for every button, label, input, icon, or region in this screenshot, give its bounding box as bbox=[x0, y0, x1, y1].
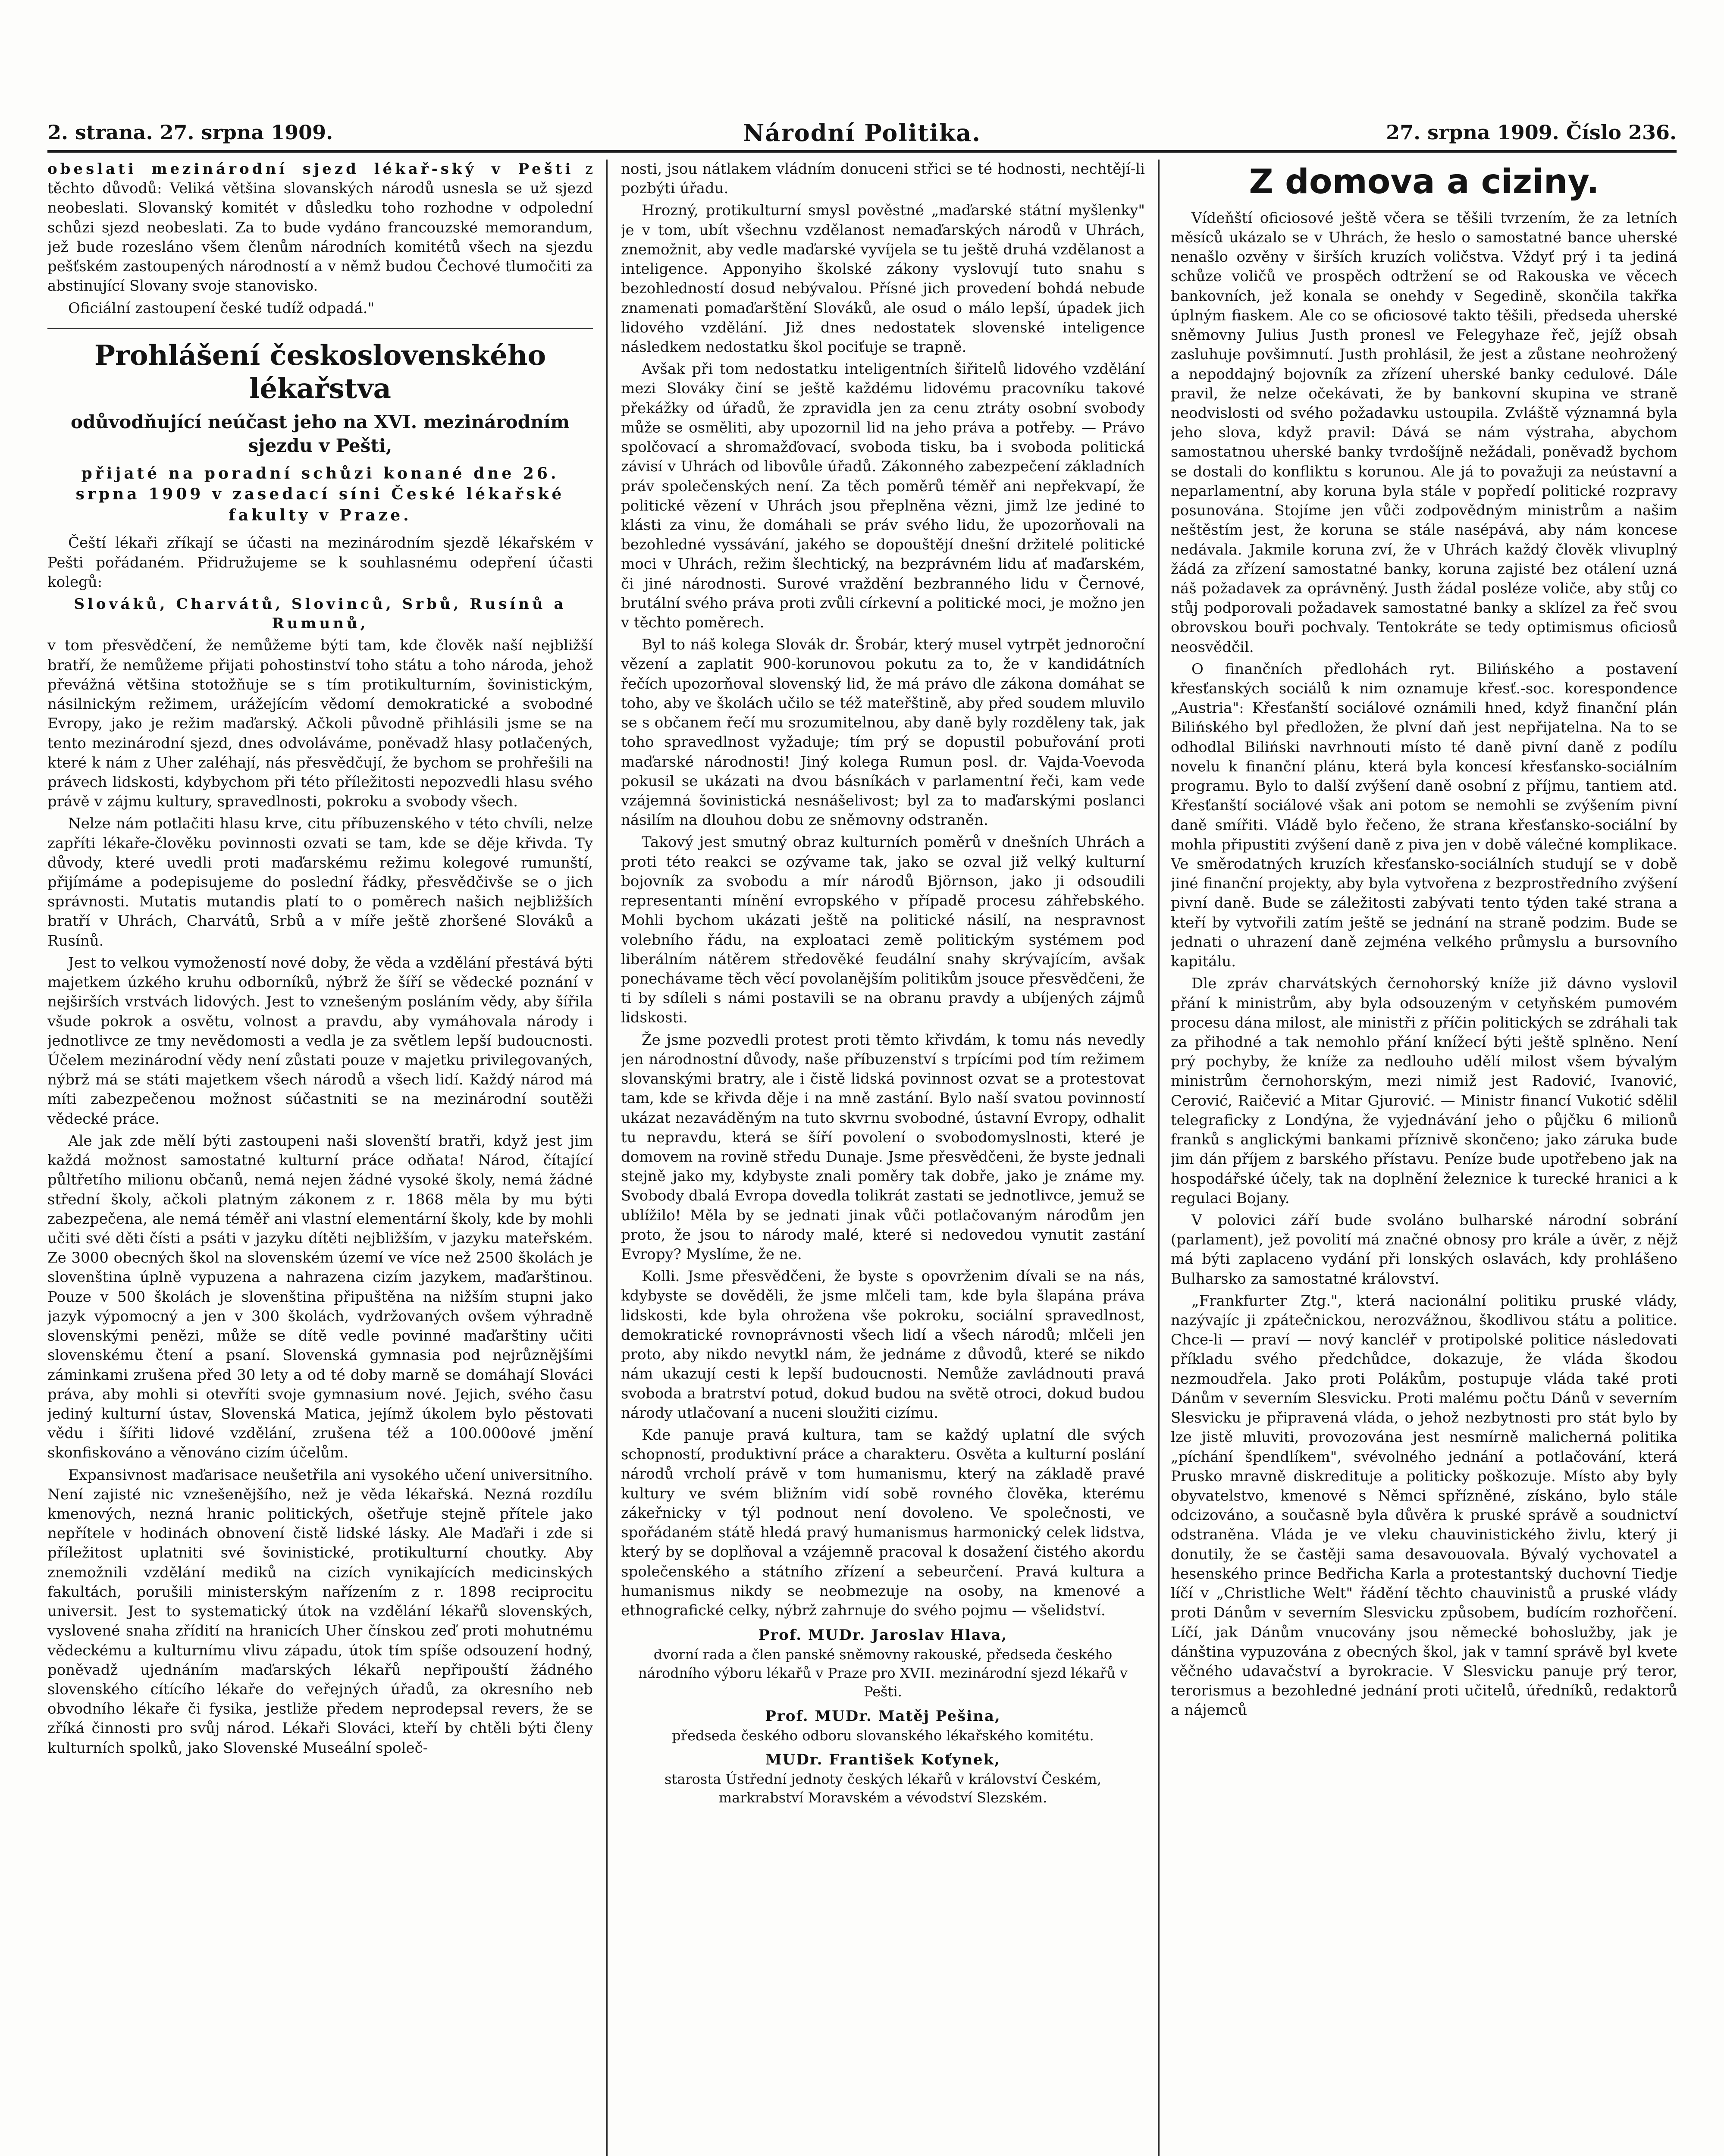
paragraph: Že jsme pozvedli protest proti těmto křivdám, k tomu nás nevedly jen národnostní důvody, naše příbuzenství s trpícími pod tím režimem slovanskými bratry, ale i čistě lidská povinnost ozvat se a protestovat tam, kde se křivda děje i na mně zastání. Bylo naší svatou povinností ukázat nezaváděným na tuto skvrnu svobodné, ústavní Evropy, odhalit tu nepravdu, která se šíří povolení o svobodomyslnosti, které je domovem na rovině středu Dunaje. Jsme přesvědčeni, že byste jednali stejně jako my, kdybyste znali poměry tak dobře, jako je známe my. Svobody dbalá Evropa dovedla tolikrát zastati se jednotlivce, jemuž se ublížilo! Měla by se jednati jinak vůči potlačovaným národům jen proto, že jsou to národy malé, které si nedovedou vynutit zastání Evropy? Myslíme, že ne. bbox=[621, 1031, 1145, 1263]
paragraph: nosti, jsou nátlakem vládním donuceni střici se té hodnosti, nechtějí-li pozbýti úřadu. bbox=[621, 160, 1145, 197]
column-3 bbox=[1171, 160, 1677, 2156]
masthead-issue: 27. srpna 1909. Číslo 236. bbox=[1386, 121, 1677, 144]
article-continuation bbox=[47, 160, 593, 296]
paragraph: V polovici září bude svoláno bulharské národní sobrání (parlament), jež povolití má značné obnosy pro krále a úvěr, z nějž má býti zaplaceno vydání při lonských oslavách, kdy prohlášeno Bulharsko za samostatné království. bbox=[1171, 1211, 1677, 1288]
paragraph-text: z těchto důvodů: Veliká většina slovanských národů usnesla se už sjezd neobeslati. Slovanský komitét v důsledku toho rozhodne v odpolední schůzi sjezd neobeslati. Za to bude vydáno francouzské memorandum, jež bude rozesláno všem členům národních komitétů všech na sjezdu pešťském zastoupených národností a v němž budou Čechové tlumočiti za abstinující Slovany svoje stanovisko. bbox=[47, 160, 593, 295]
paragraph: Dle zpráv charvátských černohorský kníže již dávno vyslovil přání k ministrům, aby byla odsouzeným v cetyňském pumovém procesu dána milost, ale ministři z příčin politických se zdráhali tak za přihodné a tak nemohlo přání knížecí býti ještě splněno. Není prý pochyby, že kníže za nedlouho udělí milost všem bývalým ministrům černohorským, mezi nimiž jest Radović, Ivanović, Cerović, Raičević a Mitar Gjurović. — Ministr financí Vukotić sdělil telegraficky z Londýna, že vyjednávání jeho o půjčku 6 milionů franků s anglickými bankami příznivě skončeno; jako záruka bude jim dán příjem z barského přístavu. Peníze bude upotřebeno jak na hospodářské účely, tak na doplnění železnice k turecké hranici a k regulaci Bojany. bbox=[1171, 975, 1677, 1207]
article-heading: Prohlášení československého lékařstva bbox=[94, 339, 546, 405]
paragraph: Kolli. Jsme přesvědčeni, že byste s opovrženim dívali se na nás, kdybyste se dověděli, že jsme mlčeli tam, kde byla šlapána práva lidskosti, kde byla ohrožena vše pokroku, sociální spravedlnost, demokratické rovnoprávnosti všech lidí a všech národů; mlčeli jen proto, aby nikdo nevytkl nám, že jednáme z důvodů, které se nikdo nám ukazují cesti k lepší budoucnosti. Nemůže zavládnouti pravá svoboda a bratrství potud, dokud budou na světě otroci, dokud budou národy utlačovaní a nuceni sloužiti cizímu. bbox=[621, 1268, 1145, 1422]
signatory-role: dvorní rada a člen panské sněmovny rakouské, předseda českého národního výboru lékařů v Praze pro XVII. mezinárodní sjezd lékařů v Pešti. bbox=[638, 1646, 1128, 1700]
article-subheading: odůvodňující neúčast jeho na XVI. mezinárodním sjezdu v Pešti, bbox=[70, 411, 570, 456]
article-subheading-date: přijaté na poradní schůzi konané dne 26. srpna 1909 v zasedací síni České lékařské fakulty v Praze. bbox=[75, 464, 565, 524]
signatory-role: starosta Ústřední jednoty českých lékařů v království Českém, markrabství Moravském a vévodství Slezském. bbox=[665, 1771, 1101, 1806]
paragraph: O finančních předlohách ryt. Bilińského a postavení křesťanských sociálů k nim oznamuje křesť.-soc. korespondence „Austria": Křesťanští sociálové oznámili hned, když finanční plán Bilińského byl předložen, že plvní daň jest nepřijatelna. Na to se odhodlal Biliński navrhnouti místo té daně pivní daně z podílu novelu k finanční plánu, která byla koncesí křesťansko-sociálním programu. Bylo to další zvýšení daně osobní z příjmu, tantiem atd. Křesťanští sociálové však ani potom se nemohli se zvýšením pivní daně smířiti. Vládě bylo řečeno, že strana křesťansko-sociální by mohla připustiti zvýšení daně z piva jen v době válečné komplikace. Ve směrodatných kruzích křesťansko-sociálních studují se v době jiné finanční projekty, aby byla vytvořena z bezprostředního zvýšení pivní daně. Bude se záležitosti zabývati tento týden také strana a kteří by vytvořili zatím ještě se jednání na straně podzim. Bude se jednati o uhrazení daně zejména velkého průmyslu a bursovního kapitálu. bbox=[1171, 660, 1677, 971]
masthead-title: Národní Politika. bbox=[743, 119, 981, 147]
paragraph: Hrozný, protikulturní smysl pověstné „maďarské státní myšlenky" je v tom, ubít všechnu vzdělanost nemaďarských národů v Uhrách, znemožnit, aby vedle maďarské vyvíjela se tu ještě druhá vzdělanost a inteligence. Apponyiho školské zákony vyslovují tuto snahu s bezohledností dosud nebývalou. Přísné jich provedení bohdá nebude znamenati pomaďarštění Slováků, ale osud o málo lepší, úpadek jich lidového vzdělání. Již dnes nedostatek slovenské inteligence následkem nedostatku škol pociťuje se trapně. bbox=[621, 202, 1145, 356]
paragraph: v tom přesvědčení, že nemůžeme býti tam, kde člověk naší nejbližší bratří, že nemůžeme přijati pohostinství toho státu a toho národa, jehož převážná většina stotožňuje se s tím protikulturním, šovinistickým, násilnickým režimem, urážejícím vědomí demokratické a svobodné Evropy, jako je režim maďarský. Ačkoli původně přihlásili jsme se na tento mezinárodní sjezd, dnes odvoláváme, poněvadž hlasy potlačených, které k nám z Uher zaléhají, nás přesvědčují, že bychom se prohřešili na právech lidskosti, kdybychom při této příležitosti nepozvedli hlasu svého právě v zájmu kultury, spravedlnosti, pokroku a svobody všech. bbox=[47, 637, 593, 811]
paragraph: Čeští lékaři zříkají se účasti na mezinárodním sjezdě lékařském v Pešti pořádaném. Přidružujeme se k souhlasnému odepření účasti kolegů: bbox=[47, 534, 593, 591]
nations-list: Slováků, Charvátů, Slovinců, Srbů, Rusínů a Rumunů, bbox=[74, 595, 567, 633]
paragraph: Expansivnost maďarisace neušetřila ani vysokého učení universitního. Není zajisté nic vznešenějšího, než je věda lékařská. Nezná rozdílu kmenových, nezná hranic politických, ošetřuje stejně přítele jako nepřítele v hodinách obnovení čistě lidské lásky. Ale Maďaři i zde si příležitost uplatniti své šovinistické, protikulturní choutky. Aby znemožnili vzdělání mediků na cizích vynikajících medicinských fakultách, porušili ministerským nařízením z r. 1898 reciprocitu universit. Jest to systematický útok na vzdělání lékařů slovenských, vyslovené snaha zřídití na hranicích Uher čínskou zeď proti mohutnému vědeckému a kulturnímu vlivu západu, útok tím spíše odsouzení hodný, poněvadž ujednáním maďarských lékařů nepřipouští žádného slovenského cítícího lékaře do veřejných úřadů, za okresního neb obvodního lékaře či fysika, jestliže předem neprodepsal revers, že se zříká činnosti pro svůj národ. Lékaři Slováci, kteří by chtěli býti členy kulturních spolků, jako Slovenské Museální společ- bbox=[47, 1466, 593, 1757]
column-divider bbox=[1158, 160, 1160, 2156]
paragraph: Jest to velkou vymožeností nové doby, že věda a vzdělání přestává býti majetkem úzkého kruhu odborníků, nýbrž že šíří se vědecké poznání v nejširších vrstvách lidových. Jest to vznešeným posláním vědy, aby šířila všude pokrok a osvětu, volnost a pravdu, aby vymáhovala národy i jednotlivce ze tmy nevědomosti a vedla je za světlem lepší budoucnosti. Účelem mezinárodní vědy není zůstati pouze v majetku privilegovaných, nýbrž má se státi majetkem všech národů a všech lidí. Každý národ má míti zabezpečenou možnost súčastniti se na mezinárodní soutěži vědecké práce. bbox=[47, 954, 593, 1128]
paragraph: Ale jak zde mělí býti zastoupeni naši slovenští bratři, když jest jim každá možnost samostatné kulturní práce odňata! Národ, čítající půltřetího milionu občanů, nemá nejen žádné vysoké školy, nemá žádné střední školy, ačkoli platným zákonem z r. 1868 měla by mu býti zabezpečena, ale nemá téměř ani vlastní elementární školy, kde by mohli učiti své děti čísti a psáti v jazyku dítěti nejbližším, v jazyku mateřském. Ze 3000 obecných škol na slovenském území ve více než 2500 školách je slovenština úplně vypuzena a nahrazena cizím jazykem, maďarštinou. Pouze v 500 školách je slovenština připuštěna na nižším stupni jako jazyk výpomocný a jen v 300 školách, vydržovaných ovšem výhradně slovenskými penězi, může se dítě vedle povinné maďarštiny učiti slovenskému čtení a psaní. Slovenská gymnasia pod nejrůznějšími záminkami zrušena před 30 lety a od té doby marně se domáhají Slováci práva, aby mohli si otevříti svoje gymnasium nové. Jejich, svého času jediný kulturní ústav, Slovenská Matica, jejímž úkolem bylo pěstovati vědu i šířiti lidové vzdělání, zrušena též a 100.000ové jmění skonfiskováno a věnováno cizím účelům. bbox=[47, 1132, 593, 1462]
paragraph: Vídeňští oficiosové ještě včera se těšili tvrzením, že za letních měsíců ukázalo se v Uhrách, že heslo o samostatné bance uherské nenašlo ozvěny v širších kruzích voličstva. Vždyť prý i ta jediná schůze voličů ve prospěch odtržení se od Rakouska ve věcech bankovních, jež konala se onehdy v Segedině, skončila takřka úplným fiaskem. Ale co se oficiosové takto těšili, předseda uherské sněmovny Julius Justh pronesl ve Felegyhaze řeč, jejíž obsah zasluhuje povšimnutí. Justh prohlásil, že jest a zůstane neohrožený a nepoddajný bojovník za zřízení uherské banky cedulové. Dále pravil, že nelze očekávati, že by bankovní skupina ve straně neodvislosti od svého požadavku ustoupila. Zvláště významná byla jeho slova, když pravil: Dává se nám výstraha, abychom samostatnou uherské banky tvrdošíjně nežádali, poněvadž bychom se dostali do konfliktu s korunou. Ale já to považuji za neústavní a neparlamentní, aby koruna byla stále v popředí politické rozpravy posunována. Stojíme jen vůči zodpovědným ministrům a našim neštěstím jest, že koruna se stále nasépává, aby nám koncese nedávala. Jakmile koruna zví, že v Uhrách každý člověk vlivuplný žádá za zřízení samostatné banky, koruna zajisté bez otálení uzná náš požadavek za oprávněný. Justh žádal posléze voliče, aby stůj co stůj podporovali požadavek samostatné banky a sklízel za řeč svou obrovskou bouři pochvaly. Tentokráte se tedy optimismus oficiosů neosvědčil. bbox=[1171, 209, 1677, 656]
paragraph: Kde panuje pravá kultura, tam se každý uplatní dle svých schopností, produktivní práce a charakteru. Osvěta a kulturní poslání národů vrcholí právě v tom humanismu, který na základě pravé kultury ve svém bližním vidí sobě rovného člověka, kterému zákeřnicky v týl podnout není dovoleno. Ve společnosti, ve spořádaném státě hledá pravý humanismus harmonický celek lidstva, který by se doplňoval a vzájemně pracoval k dosažení čistého akordu společenského a státního zřízení a sebeurčení. Pravá kultura a humanismus nikdy se neobmezuje na osoby, na kmenové a ethnografické celky, nýbrž zahrnuje do svého pojmu — všelidství. bbox=[621, 1426, 1145, 1619]
signatory-role: předseda českého odboru slovanského lékařského komitétu. bbox=[672, 1727, 1094, 1744]
paragraph: „Frankfurter Ztg.", která nacionální politiku pruské vlády, nazývajíc ji zpátečnickou, nerozvážnou, škodlivou státu a politice. Chce-li — praví — nový kancléř v protipolské politice následovati příkladu svého předchůdce, dokazuje, že vláda škodou nezmoudřela. Jako proti Polákům, postupuje vláda také proti Dánům v severním Slesvicku. Proti malému počtu Dánů v severním Slesvicku je připravená vláda, o jehož nezbytnosti pro stát bylo by lze jistě mluviti, provozována jest nesmírně malicherná politika „píchání špendlíkem", svévolného jednání a potlačování, která Prusko mravně diskredituje a politicky poškozuje. Místo aby byly obyvatelstvo, kmenové s Němci spřízněné, získáno, bylo stále odcizováno, a současně byla důvěra k pruské správě a soudnictví odstraněna. Vláda je ve vleku chauvinistického živlu, který ji donutily, že se častěji sama desavouovala. Bývalý vychovatel a hesenského prince Bedřicha Karla a protestantský duchovní Tiedje líčí v „Christliche Welt" řádění těchto chauvinistů a pruské vlády proti Dánům v severním Slesvicku způsobem, budícím rozhořčení. Líčí, jak Dánům vnucovány jsou německé bohoslužby, jak je dánština vypuzována z obecných škol, jak v tamní správě byl kvete věčného udavačství a byrokracie. V Slesvicku panuje prý teror, terorismus a bezohledné jednání proti učitelů, úředníků, redaktorů a nájemců bbox=[1171, 1292, 1677, 1719]
column-divider bbox=[606, 160, 608, 2156]
paragraph: Avšak při tom nedostatku inteligentních šiřitelů lidového vzdělání mezi Slováky činí se ještě každému lidovému pracovníku takové překážky od úřadů, že zpravidla jen za cenu ztráty osobní svobody může se osměliti, aby upozornil lid na jeho práva a potřeby. — Právo spolčovací a shromažďovací, svoboda tisku, ba i svoboda politická závisí v Uhrách od libovůle úřadů. Zákonného zabezpečení základních práv společenských není. Za těch poměrů téměř ani nepřekvapí, že politické vězení v Uhrách jsou přeplněna vězni, jimž lze jediné to klásti za vinu, že domáhali se práv svého lidu, že upozorňovali na bezohledné vyssávání, jakého se dopouštějí dnešní držitelé politické moci v Uhrách, režim šlechtický, na bezprávném lidu ať maďarském, či jiné národnosti. Surové vraždění bezbranného lidu v Černové, brutální svého práva proti zvůli církevní a politické moci, je možno jen v těchto poměrech. bbox=[621, 360, 1145, 632]
masthead-rule bbox=[47, 150, 1677, 153]
paragraph: Byl to náš kolega Slovák dr. Šrobár, který musel vytrpět jednoroční vězení a zaplatit 900-korunovou pokutu za to, že v kandidátních řečích upozorňoval slovenský lid, že má právo dle zákona domáhat se toho, aby ve školách učilo se též mateřštině, aby před soudem mluvilo se s občanem řečí mu srozumitelnou, aby daně byly rozděleny tak, jak toho spravedlnost vyžaduje; tím prý se dopustil pobuřování proti maďarské národnosti! Jiný kolega Rumun posl. dr. Vajda-Voevoda pokusil se ukázati na dvou básníkách v parlamentní řeči, kam vede vzájemná šovinistická nesnášelivost; byl za to maďarskými poslanci násilím na dlouhou dobu ze sněmovny odstraněn. bbox=[621, 636, 1145, 829]
article-separator bbox=[47, 328, 593, 329]
lead-spaced-text: obeslati mezinárodní sjezd lékař-ský v Pešti bbox=[47, 160, 574, 178]
masthead-page-date: 2. strana. 27. srpna 1909. bbox=[47, 121, 333, 144]
section-heading: Z domova a ciziny. bbox=[1249, 163, 1599, 201]
signatory-name: MUDr. František Koťynek, bbox=[765, 1751, 1000, 1768]
signature-block bbox=[621, 1707, 1145, 1745]
signatory-name: Prof. MUDr. Matěj Pešina, bbox=[765, 1707, 1001, 1725]
paragraph: Oficiální zastoupení české tudíž odpadá." bbox=[68, 299, 375, 317]
column-2 bbox=[621, 160, 1145, 2156]
signature-block bbox=[621, 1626, 1145, 1701]
signature-block bbox=[621, 1750, 1145, 1807]
paragraph: Nelze nám potlačiti hlasu krve, citu příbuzenského v této chvíli, nelze zapříti lékaře-člověku povinnosti ozvati se tam, kde se děje křivda. Ty důvody, které uvedli proti maďarskému režimu kolegové rumunští, přijímáme a podepisujeme do poslední řádky, přesvědčivše se o jich správnosti. Mutatis mutandis platí to o poměrech našich nejbližších bratří v Uhrách, Charvátů, Srbů a v míře ještě zhoršené Slováků a Rusínů. bbox=[47, 815, 593, 950]
paragraph: Takový jest smutný obraz kulturních poměrů v dnešních Uhrách a proti této reakci se ozývame tak, jako se ozval již velký kulturní bojovník za svobodu a mír národů Björnson, jako ji odsoudili representanti mínění evropského v případě procesu záhřebského. Mohli bychom ukázati ještě na politické násilí, na nespravnost volebního řádu, na exploataci země politickým systémem pod liberálním nátěrem středověké feudální snahy skrývajícím, avšak ponechávame těch věcí povolanějším politikům jsouce přesvědčeni, že ti by sdíleli s námi postavili se na obranu pravdy a ubíjených zájmů lidskosti. bbox=[621, 834, 1145, 1027]
column-1 bbox=[47, 160, 593, 2156]
signatory-name: Prof. MUDr. Jaroslav Hlava, bbox=[758, 1626, 1008, 1644]
masthead bbox=[47, 116, 1677, 151]
